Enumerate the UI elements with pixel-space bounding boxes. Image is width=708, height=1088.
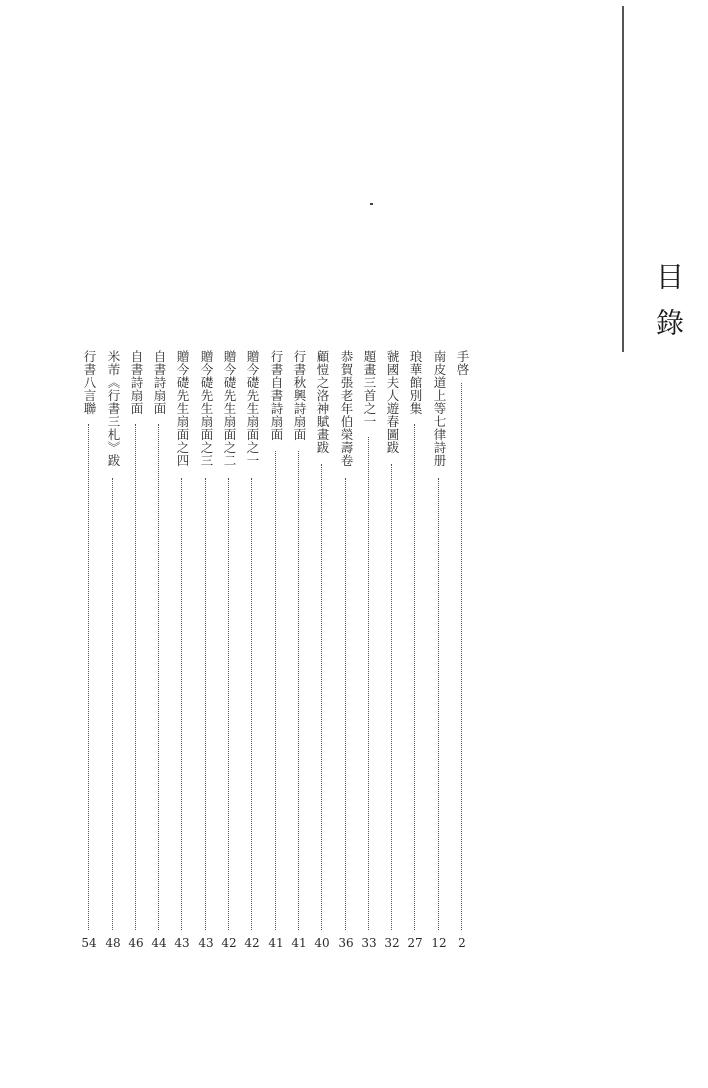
dot-leader [112,478,113,930]
toc-entry-page: 12 [431,936,447,950]
dot-leader [205,478,206,930]
dot-leader [275,451,276,930]
dot-leader [158,424,159,930]
toc-entry-page: 32 [384,936,400,950]
page-title: 目錄 [652,262,685,354]
dot-leader [135,424,136,930]
toc-entry[interactable] [406,350,424,950]
toc-entry[interactable] [104,350,122,950]
toc-entry-page: 42 [244,936,260,950]
toc-entry-title: 行書秋興詩扇面 [292,350,307,441]
dot-leader [461,383,462,930]
toc-entry-title: 自書詩扇面 [129,350,144,415]
toc-entry[interactable] [127,350,145,950]
dot-leader [88,424,89,930]
toc-entry-page: 42 [221,936,237,950]
toc-entry[interactable] [430,350,448,950]
toc-entry-title: 行書自書詩扇面 [269,350,284,441]
toc-entry[interactable] [80,350,98,950]
toc-entry[interactable] [453,350,471,950]
toc-entry[interactable] [360,350,378,950]
toc-entry[interactable] [383,350,401,950]
print-speck [370,203,373,205]
toc-entry-page: 48 [105,936,121,950]
toc-entry[interactable] [267,350,285,950]
toc-entry-page: 41 [291,936,307,950]
toc-entry-title: 行書八言聯 [82,350,97,415]
toc-entry-page: 33 [361,936,377,950]
toc-entry-title: 贈今礎先生扇面之二 [222,350,237,467]
dot-leader [181,478,182,930]
dot-leader [321,464,322,930]
toc-entry-title: 贈今礎先生扇面之一 [245,350,260,467]
toc-entry-title: 南皮道上等七律詩册 [432,350,447,467]
dot-leader [438,478,439,930]
toc-entry-title: 琅華館別集 [408,350,423,415]
toc-entry-page: 36 [338,936,354,950]
toc-entry[interactable] [313,350,331,950]
toc-entry-page: 43 [198,936,214,950]
toc-entry-title: 手啓 [455,350,470,376]
toc-entry[interactable] [150,350,168,950]
header-divider [622,6,624,352]
toc-entry-title: 顧愷之洛神賦畫跋 [315,350,330,454]
toc-entry-page: 44 [151,936,167,950]
toc-entry-page: 40 [314,936,330,950]
dot-leader [368,437,369,930]
toc-entry[interactable] [220,350,238,950]
toc-entry-title: 題畫三首之一 [362,350,377,428]
toc-entry-page: 2 [458,936,466,950]
toc-entry[interactable] [173,350,191,950]
dot-leader [228,478,229,930]
toc-entry-page: 27 [407,936,423,950]
toc-entry-title: 虢國夫人遊春圖跋 [385,350,400,454]
table-of-contents [0,350,708,950]
dot-leader [345,478,346,930]
toc-entry-title: 自書詩扇面 [152,350,167,415]
toc-entry-title: 恭賀張老年伯榮壽卷 [339,350,354,467]
toc-entry-page: 54 [81,936,97,950]
dot-leader [298,451,299,930]
toc-entry-page: 46 [128,936,144,950]
dot-leader [414,424,415,930]
toc-entry-title: 米芾《行書三札》跋 [106,350,121,467]
toc-entry[interactable] [197,350,215,950]
dot-leader [391,464,392,930]
toc-entry-page: 43 [174,936,190,950]
toc-entry-title: 贈今礎先生扇面之四 [175,350,190,467]
toc-entry-title: 贈今礎先生扇面之三 [199,350,214,467]
toc-entry[interactable] [337,350,355,950]
toc-entry[interactable] [290,350,308,950]
toc-entry[interactable] [243,350,261,950]
dot-leader [251,478,252,930]
toc-entry-page: 41 [268,936,284,950]
